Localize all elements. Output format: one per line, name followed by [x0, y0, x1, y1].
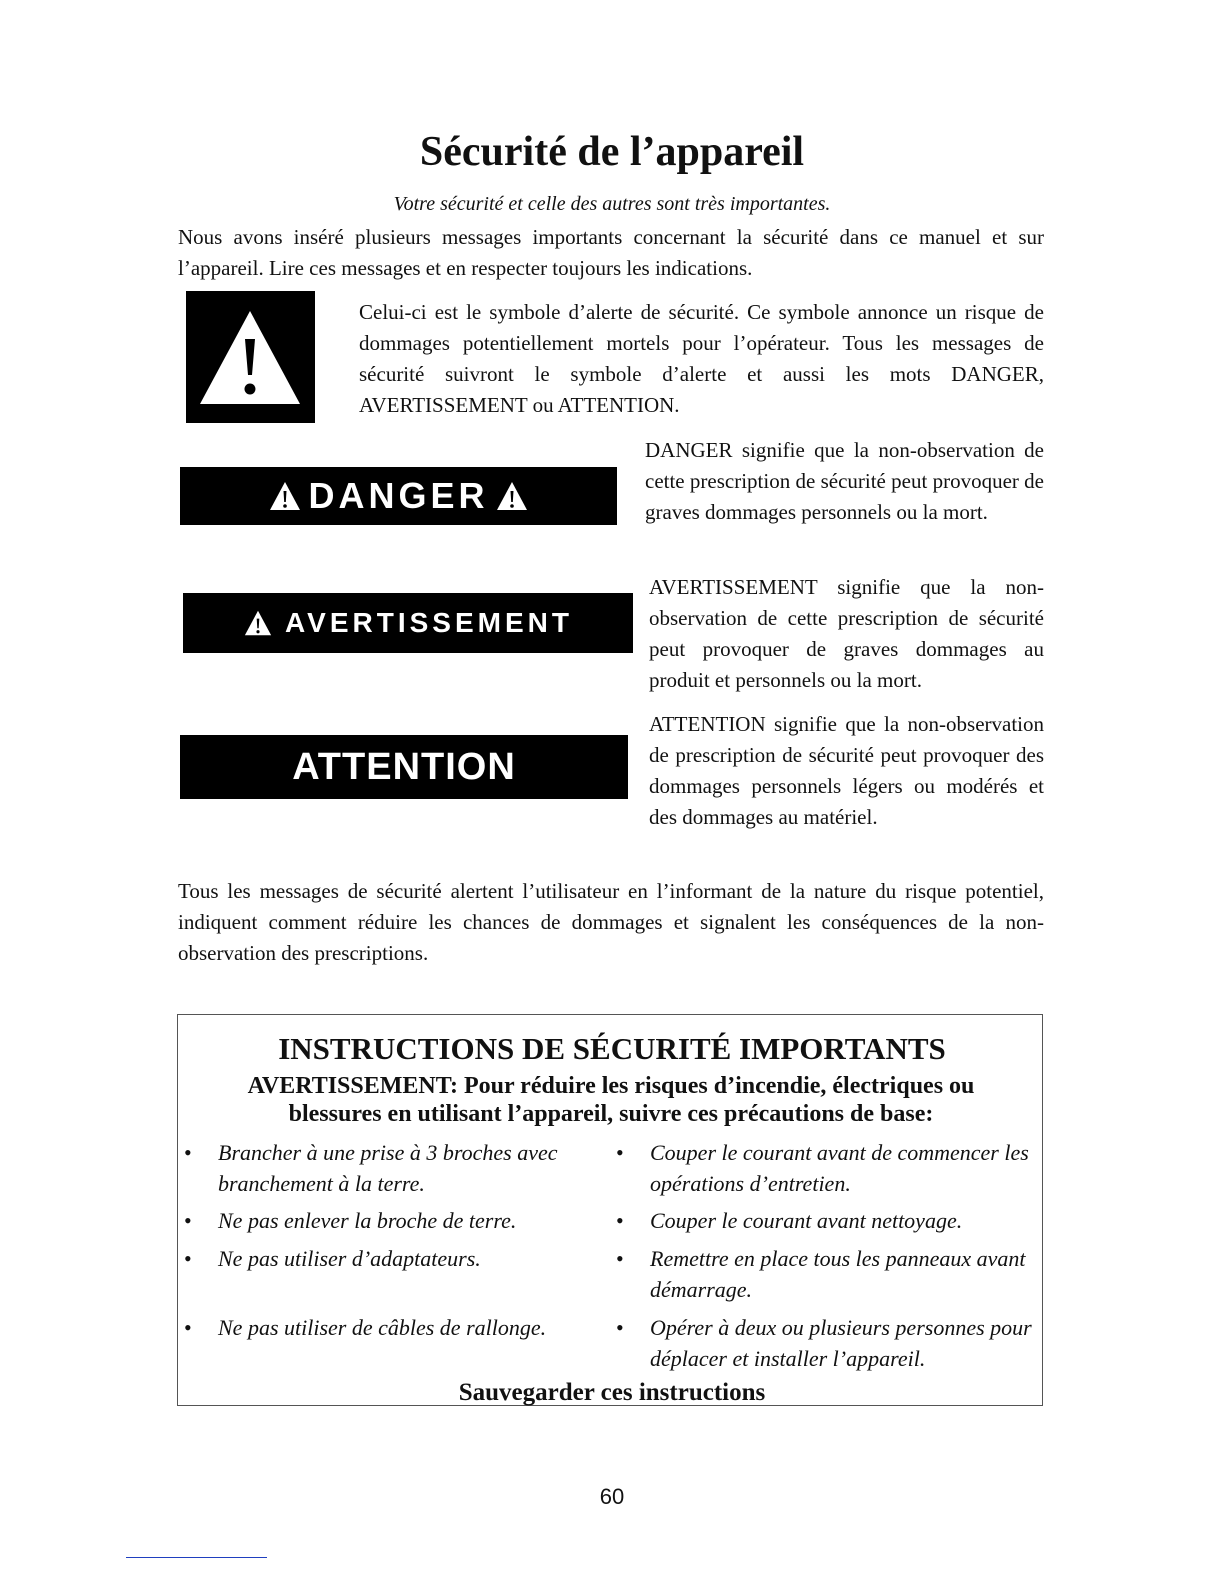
alert-triangle-icon — [186, 291, 315, 423]
caution-signal-label — [180, 735, 628, 799]
instructions-warning-line-1: AVERTISSEMENT: Pour réduire les risques d’incendie, électriques ou — [247, 1073, 975, 1099]
list-item: • Couper le courant avant nettoyage. — [650, 1205, 1035, 1236]
alert-triangle-icon — [243, 609, 273, 637]
warning-label-text: AVERTISSEMENT — [285, 607, 573, 638]
list-item: • Couper le courant avant de commencer les opérations d’entretien. — [650, 1137, 1035, 1199]
bullet-icon: • — [184, 1208, 192, 1233]
warning-signal-label — [183, 593, 633, 653]
list-item: • Ne pas utiliser d’adaptateurs. — [218, 1243, 603, 1274]
save-instructions-label: Sauvegarder ces instructions — [458, 1379, 766, 1406]
bullet-icon: • — [184, 1140, 192, 1165]
list-item: • Remettre en place tous les panneaux avant démarrage. — [650, 1243, 1035, 1305]
instructions-title: INSTRUCTIONS DE SÉCURITÉ IMPORTANTS — [278, 1031, 946, 1066]
page-number: 60 — [599, 1484, 625, 1509]
intro-paragraph: Nous avons inséré plusieurs messages importants concernant la sécurité dans ce manuel et sur l’appareil. Lire ces messages et en respecter toujours les indications. — [178, 225, 1044, 280]
safety-alert-symbol — [186, 291, 315, 423]
danger-description: DANGER signifie que la non-observation de cette prescription de sécurité peut provoquer de graves dommages personnels ou la mort. — [645, 438, 1044, 524]
alert-triangle-icon — [268, 480, 302, 512]
list-item: • Ne pas enlever la broche de terre. — [218, 1205, 603, 1236]
bullet-icon: • — [616, 1208, 624, 1233]
page-subtitle: Votre sécurité et celle des autres sont très importantes. — [393, 193, 831, 215]
danger-signal-label — [180, 467, 617, 525]
instructions-warning — [178, 1072, 1044, 1128]
caution-label-text: ATTENTION — [292, 745, 516, 788]
caution-description: ATTENTION signifie que la non-observation de prescription de sécurité peut provoquer des dommages personnels légers ou modérés et des dommages au matériel. — [649, 712, 1044, 829]
closing-paragraph: Tous les messages de sécurité alertent l’utilisateur en l’informant de la nature du risque potentiel, indiquent comment réduire les chances de dommages et signalent les conséquences de la non-observation des prescriptions. — [178, 879, 1044, 965]
danger-label-text: DANGER — [308, 475, 489, 516]
bullet-icon: • — [184, 1246, 192, 1271]
list-item: • Brancher à une prise à 3 broches avec branchement à la terre. — [218, 1137, 603, 1199]
alert-triangle-icon — [495, 480, 529, 512]
bullet-icon: • — [616, 1315, 624, 1340]
bullet-icon: • — [184, 1315, 192, 1340]
warning-description: AVERTISSEMENT signifie que la non-observation de cette prescription de sécurité peut provoquer de graves dommages au produit et personnels ou la mort. — [649, 575, 1044, 692]
page-title: Sécurité de l’appareil — [419, 129, 805, 175]
bullet-icon: • — [616, 1246, 624, 1271]
footer-divider — [126, 1557, 267, 1558]
alert-symbol-description: Celui-ci est le symbole d’alerte de sécurité. Ce symbole annonce un risque de dommages potentiellement mortels pour l’opérateur. Tous les messages de sécurité suivront le symbole d’alerte et aussi les mots DANGER, AVERTISSEMENT ou ATTENTION. — [359, 300, 1044, 417]
instructions-warning-line-2: blessures en utilisant l’appareil, suivre ces précautions de base: — [288, 1101, 934, 1127]
list-item: • Opérer à deux ou plusieurs personnes pour déplacer et installer l’appareil. — [650, 1312, 1035, 1374]
bullet-icon: • — [616, 1140, 624, 1165]
list-item: • Ne pas utiliser de câbles de rallonge. — [218, 1312, 603, 1343]
